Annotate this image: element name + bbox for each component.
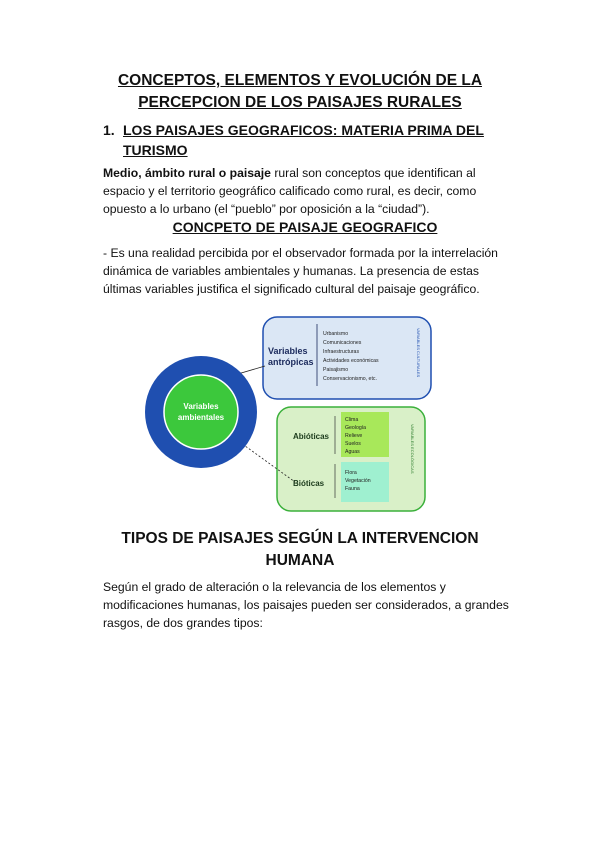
section-3-heading-line-2: HUMANA — [265, 552, 335, 569]
section-1-heading-line-2: TURISMO — [123, 142, 188, 158]
document-title — [80, 70, 520, 114]
bioticas-item: Flora — [345, 470, 357, 476]
abioticas-item: Relieve — [345, 433, 363, 439]
para-line-3: opuesto a lo urbano (el “pueblo” por oposición a la “ciudad”). — [103, 202, 430, 216]
antropicas-item: Infraestructuras — [323, 349, 360, 355]
antropicas-label-line-2: antrópicas — [268, 357, 314, 367]
abioticas-item: Suelos — [345, 441, 361, 447]
section-3-heading — [80, 528, 520, 572]
bold-lead: Medio, ámbito rural o paisaje — [103, 166, 271, 180]
antropicas-label-line-1: Variables — [268, 346, 308, 356]
para-line-2: dinámica de variables ambientales y humanas. La presencia de estas — [103, 264, 479, 278]
center-circle — [164, 375, 238, 449]
center-label-line-2: ambientales — [177, 413, 225, 422]
title-line-2: PERCEPCION DE LOS PAISAJES RURALES — [138, 94, 462, 111]
section-3-heading-line-1: TIPOS DE PAISAJES SEGÚN LA INTERVENCION — [121, 530, 479, 547]
section-2-heading: CONCPETO DE PAISAJE GEOGRAFICO — [172, 219, 438, 235]
title-line-1: CONCEPTOS, ELEMENTOS Y EVOLUCIÓN DE LA — [117, 72, 483, 89]
section-1-heading — [103, 120, 523, 160]
bioticas-label: Bióticas — [293, 479, 325, 488]
section-1-heading-line-1: LOS PAISAJES GEOGRAFICOS: MATERIA PRIMA DEL — [123, 122, 484, 138]
bioticas-item: Vegetación — [345, 478, 371, 484]
center-label-line-1: Variables — [183, 402, 219, 411]
para-line-1: Según el grado de alteración o la relevancia de los elementos y — [103, 580, 446, 594]
natural-side-label: VARIABLES ECOLÓGICAS — [410, 424, 415, 474]
section-number: 1. — [103, 122, 115, 138]
para-line-3: rasgos, de dos grandes tipos: — [103, 616, 263, 630]
para-line-2: modificaciones humanas, los paisajes pueden ser considerados, a grandes — [103, 598, 509, 612]
para-line-1-rest: rural son conceptos que identifican al — [270, 166, 476, 180]
para-line-2: espacio y el territorio geográfico calificado como rural, es decir, como — [103, 184, 477, 198]
antropicas-item: Paisajismo — [323, 367, 349, 373]
section-1-paragraph — [103, 164, 508, 218]
antropicas-side-label: VARIABLES CULTURALES — [416, 328, 421, 378]
section-3-paragraph — [103, 578, 508, 632]
antropicas-item: Conservacionismo, etc. — [323, 376, 377, 382]
abioticas-item: Aguas — [345, 449, 360, 455]
para-line-3: últimas variables justifica el significado cultural del paisaje geográfico. — [103, 282, 480, 296]
section-2-paragraph — [103, 244, 508, 298]
bioticas-item: Fauna — [345, 486, 360, 492]
antropicas-item: Actividades económicas — [323, 358, 379, 364]
abioticas-item: Geología — [345, 425, 367, 431]
para-line-1: - Es una realidad percibida por el observador formada por la interrelación — [103, 246, 498, 260]
antropicas-item: Urbanismo — [323, 331, 349, 337]
landscape-variables-diagram — [143, 312, 443, 518]
antropicas-item: Comunicaciones — [323, 340, 362, 346]
abioticas-item: Clima — [345, 417, 359, 423]
abioticas-label: Abióticas — [293, 432, 330, 441]
